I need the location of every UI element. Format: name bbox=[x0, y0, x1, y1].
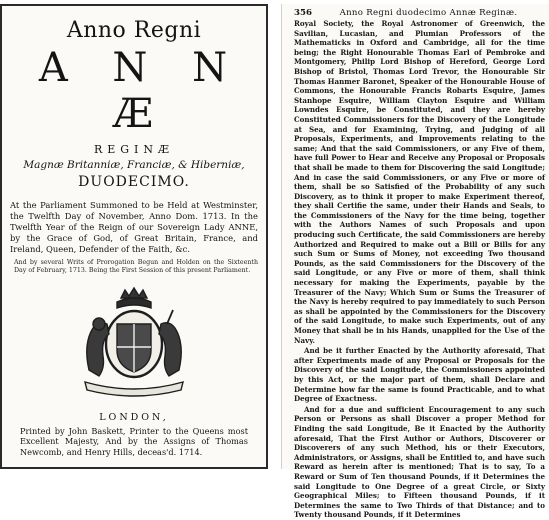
page-number: 356 bbox=[294, 8, 312, 18]
london-imprint: LONDON, bbox=[99, 411, 169, 423]
act-paragraph: And be it further Enacted by the Authority aforesaid, That after Experiments made of any Proposal or Proposals for the Discovery of the said Longitude, the Commissioners appointed by this Act, or the major part of them, shall Declare and Determine how far the same is found Practicable, and to what Degree of Exactness. bbox=[294, 346, 545, 404]
title-page bbox=[0, 4, 268, 469]
reginae-heading: REGINÆ bbox=[93, 143, 175, 156]
printer-imprint: Printed by John Baskett, Printer to the Queens most Excellent Majesty, And by the Assigns of Thomas Newcomb, and Henry Hills, deceas'd. 1714. bbox=[20, 425, 248, 457]
text-page bbox=[281, 4, 549, 520]
duodecimo-heading: DUODECIMO. bbox=[78, 174, 190, 190]
prorogation-note: And by several Writs of Prorogation Begun and Holden on the Sixteenth Day of February, 1713. Being the First Session of this present Parliament. bbox=[14, 259, 258, 275]
parliament-intro: At the Parliament Summoned to be Held at Westminster, the Twelfth Day of November, Anno Dom. 1713. In the Twelfth Year of the Reign of our Sovereign Lady ANNE, by the Grace of God, of Great Britain, France, and Ireland, Queen, Defender of the Faith, &c. bbox=[10, 200, 258, 254]
running-header bbox=[294, 8, 545, 18]
act-paragraph: Royal Society, the Royal Astronomer of Greenwich, the Savilian, Lucasian, and Plumian Professors of the Mathematicks in Oxford and Cambridge, all for the time being; the Right Honourable Thomas Earl of Pembroke and Montgomery, Philip Lord Bishop of Hereford, George Lord Bishop of Bristol, Thomas Lord Trevor, the Honourable Sir Thomas Hanmer Baronet, Speaker of the Honourable House of Commons, the Honourable Francis Robarts Esquire, James Stanhope Esquire, William Clayton Esquire and William Lowndes Esquire, be Constituted, and they are hereby Constituted Commissioners for the Discovery of the Longitude at Sea, and for Examining, Trying, and Judging of all Proposals, Experiments, and Improvements relating to the same; And that the said Commissioners, or any Five of them, have full Power to Hear and Receive any Proposal or Proposals that shall be made to them for Discovering the said Longitude; And in case the said Commissioners, or any Five or more of them, shall be so Satisfied of the Probability of any such Discovery, as to think it proper to make Experiment thereof, they shall Certifie the same, under their Hands and Seals, to the Commissioners of the Navy for the time being, together with the Authors Names of such Proposals and upon producing such Certificate, the said Commissioners are hereby Authorized and Required to make out a Bill or Bills for any such Sum or Sums of Money, not exceeding Two thousand Pounds, as the said Commissioners for the Discovery of the said Longitude, or any Five or more of them, shall think necessary for making the Experiments, payable by the Treasurer of the Navy; Which Sum or Sums the Treasurer of the Navy is hereby required to pay immediately to such Person as shall be appointed by the Commissioners for the Discovery of the said Longitude, to make such Experiments, out of any Money that shall be in his Hands, unapplied for the Use of the Navy. bbox=[294, 19, 545, 345]
page-gutter bbox=[268, 0, 281, 473]
anno-regni-heading: Anno Regni bbox=[66, 18, 202, 43]
running-title: Anno Regni duodecimo Annæ Reginæ. bbox=[339, 8, 518, 18]
royal-coat-of-arms-icon bbox=[69, 284, 199, 404]
anne-heading: A N N Æ bbox=[38, 45, 244, 137]
britain-line: Magnæ Britanniæ, Franciæ, & Hiberniæ, bbox=[23, 159, 245, 171]
act-paragraph: And for a due and sufficient Encouragement to any such Person or Persons as shall Discover a proper Method for Finding the said Longitude, Be it Enacted by the Authority aforesaid, That the First Author or Authors, Discoverer or Discoverers of any such Method, his or their Executors, Administrators, or Assigns, shall be Entitled to, and have such Reward as herein after is mentioned; That is to say, To a Reward or Sum of Ten thousand Pounds, if it Determines the said Longitude to One Degree of a great Circle, or Sixty Geographical Miles; to Fifteen thousand Pounds, if it Determines the same to Two Thirds of that Distance; and to Twenty thousand Pounds, if it Determines bbox=[294, 404, 545, 520]
